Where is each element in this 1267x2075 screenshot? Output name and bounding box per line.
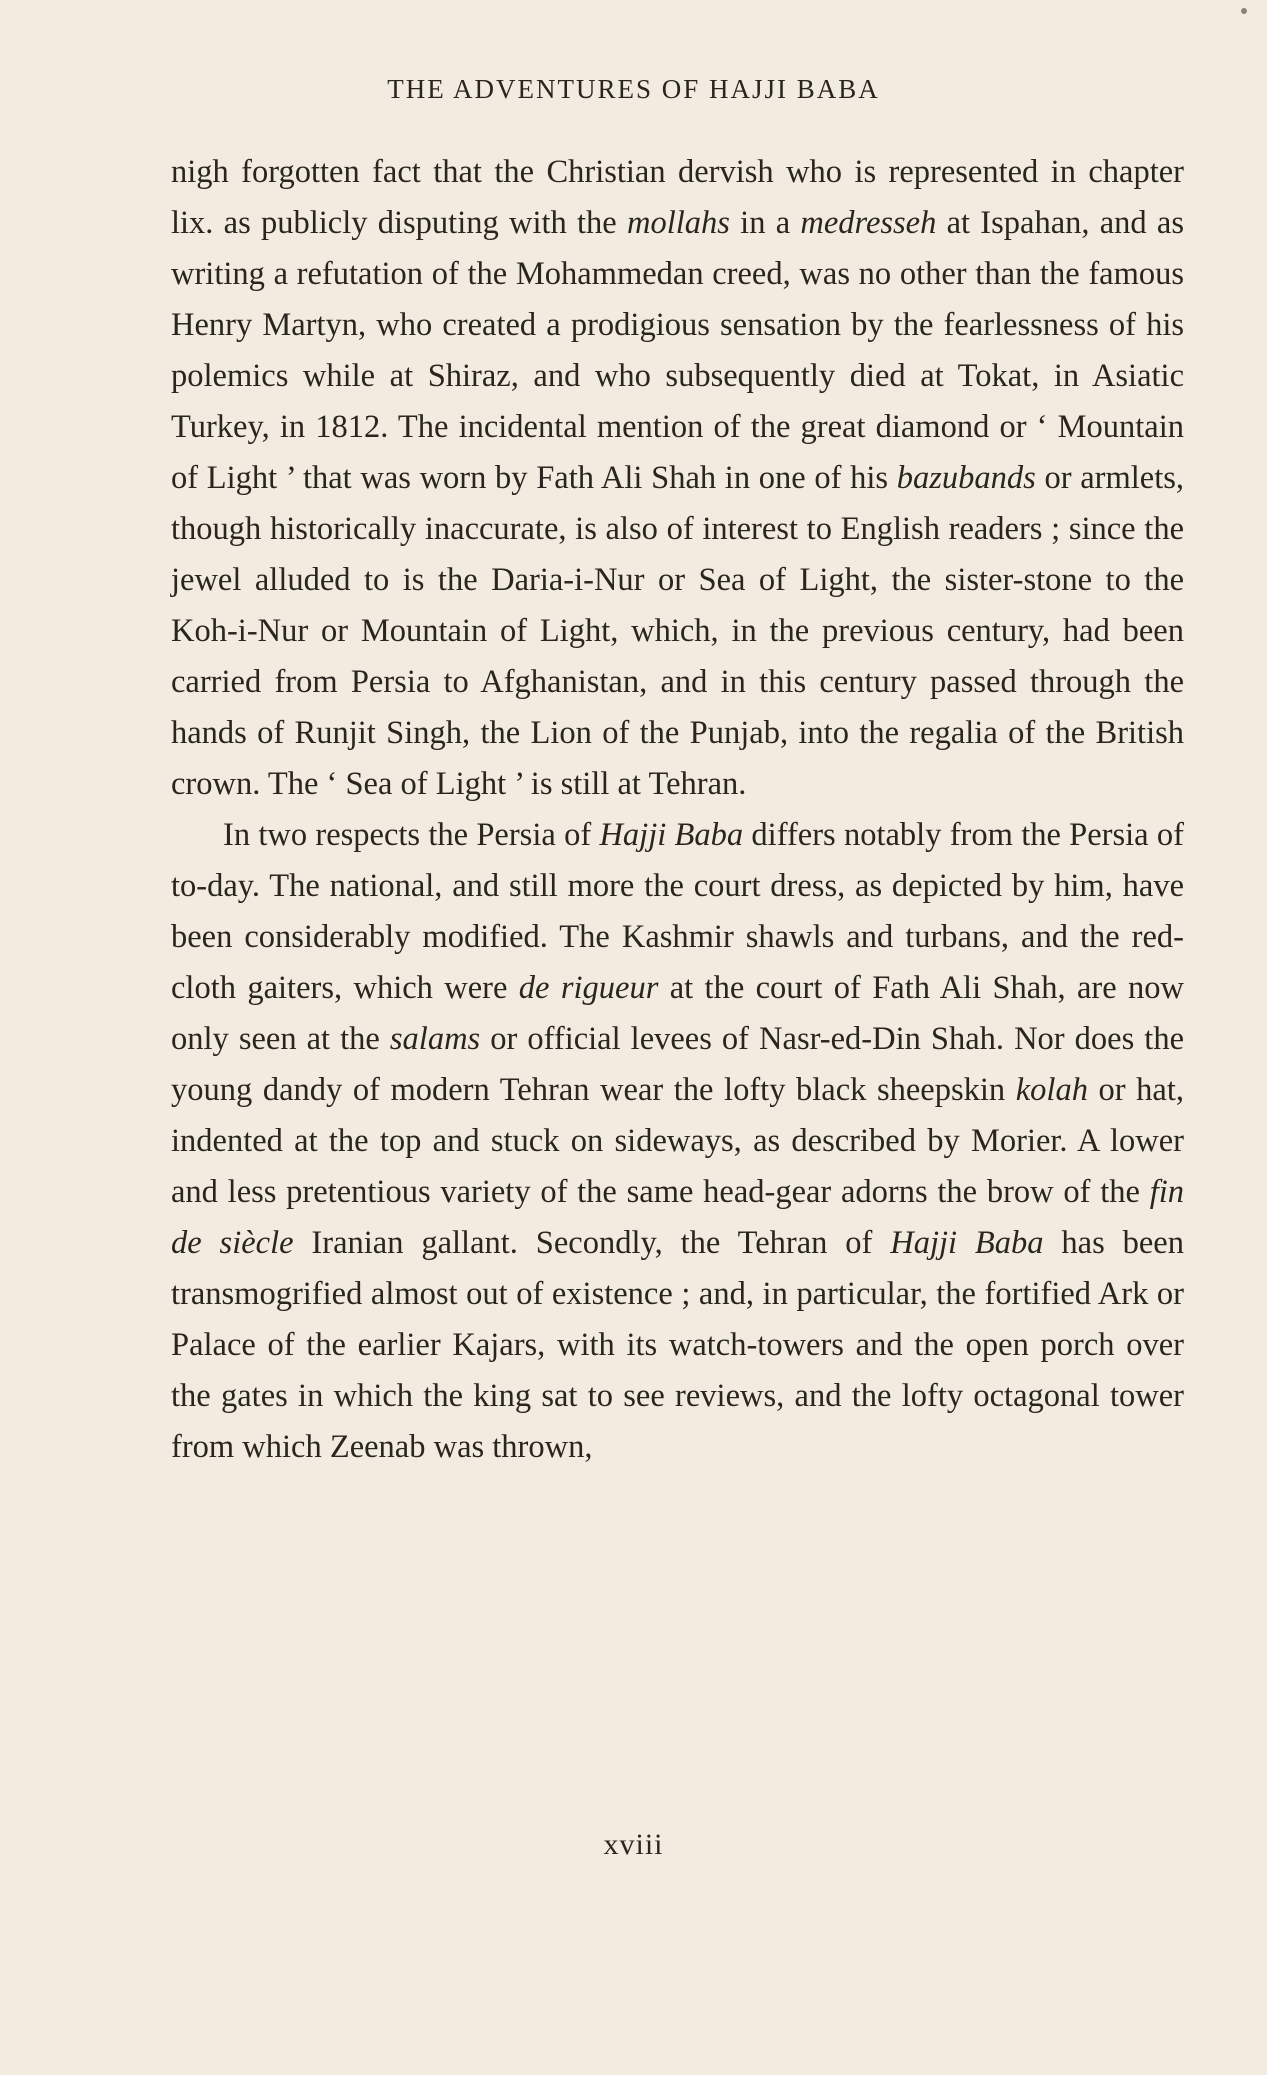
text-run: has been transmogrified almost out of existence ; and, in particular, the fortified Ark or Palace of the earlier Kajars, with its watch-towers and the open porch over the gates in which the king sat to see reviews, and the lofty octagonal tower from which Zeenab was thrown,: [171, 1225, 1184, 1465]
text-run: in a: [729, 205, 801, 241]
page-edge-mark: [1241, 8, 1247, 14]
text-run: at the court of Fath Ali Shah, are now only seen at the: [171, 970, 1184, 1057]
paragraph: [171, 810, 1184, 1473]
italic-term: medresseh: [800, 205, 937, 241]
text-run: or hat, indented at the top and stuck on sideways, as described by Morier. A lower and less pretentious variety of the same head-gear adorns the brow of the: [171, 1072, 1185, 1210]
italic-term: de rigueur: [518, 970, 659, 1006]
italic-term: Hajji Baba: [890, 1225, 1044, 1261]
text-run: at Ispahan, and as writing a refutation of the Mohammedan creed, was no other than the famous Henry Martyn, who created a prodigious sensation by the fearlessness of his polemics while at Shiraz, and who subsequently died at Tokat, in Asiatic Turkey, in 1812. The incidental mention of the great diamond or ‘ Mountain of Light ’ that was worn by Fath Ali Shah in one of his: [171, 205, 1184, 496]
text-run: In two respects the Persia of: [223, 817, 600, 853]
paragraph: [171, 147, 1184, 810]
text-run: or official levees of Nasr-ed-Din Shah. Nor does the young dandy of modern Tehran wear the lofty black sheepskin: [171, 1021, 1185, 1108]
italic-term: Hajji Baba: [599, 817, 744, 853]
text-run: or armlets, though historically inaccurate, is also of interest to English readers ; since the jewel alluded to is the Daria-i-Nur or Sea of Light, the sister-stone to the Koh-i-Nur or Mountain of Light, which, in the previous century, had been carried from Persia to Afghanistan, and in this century passed through the hands of Runjit Singh, the Lion of the Punjab, into the regalia of the British crown. The ‘ Sea of Light ’ is still at Tehran.: [171, 460, 1185, 802]
text-run: differs notably from the Persia of to-day. The national, and still more the court dress, as depicted by him, have been considerably modified. The Kashmir shawls and turbans, and the red-cloth gaiters, which were: [171, 817, 1184, 1006]
text-run: Iranian gallant. Secondly, the Tehran of: [293, 1225, 891, 1261]
italic-term: salams: [389, 1021, 481, 1057]
body-text: [171, 147, 1184, 1473]
italic-term: kolah: [1015, 1072, 1088, 1108]
running-head: THE ADVENTURES OF HAJJI BABA: [387, 74, 880, 104]
page-number: xviii: [603, 1828, 664, 1861]
italic-term: mollahs: [626, 205, 730, 241]
italic-term: bazubands: [896, 460, 1036, 496]
text-run: nigh forgotten fact that the Christian dervish who is represented in chapter lix. as publicly disputing with the: [171, 154, 1184, 241]
italic-term: fin de siècle: [171, 1174, 1184, 1261]
